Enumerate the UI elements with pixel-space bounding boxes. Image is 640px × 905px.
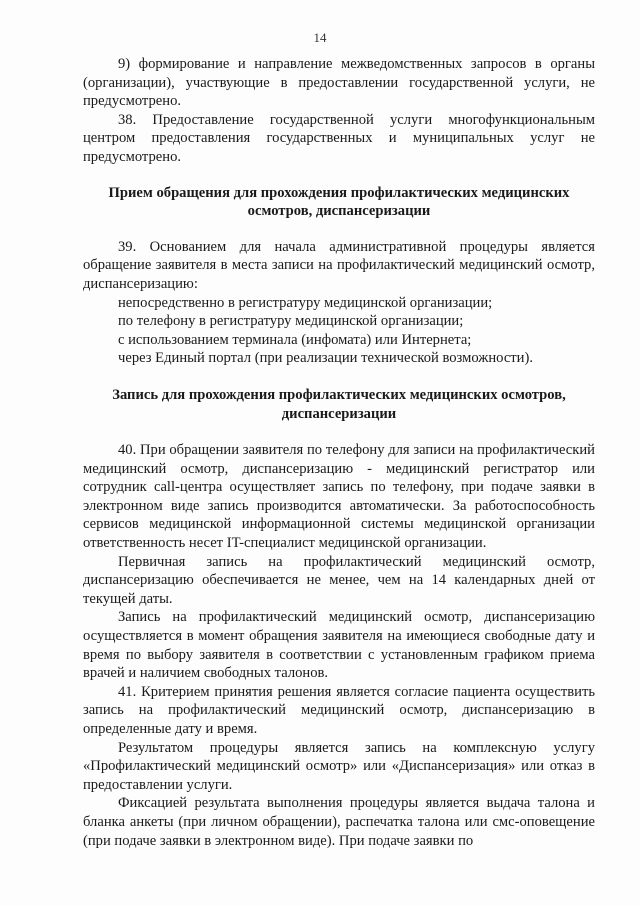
paragraph-40: 40. При обращении заявителя по телефону для записи на профилактический медицинский осмотр, диспансеризацию - медицинский регистратор или сотрудник call-центра осуществляет запись по телефону, при подаче заявки в электронном виде запись производится автоматически. За работоспособность сервисов медицинской информационной системы медицинской организации ответственность несет IT-специалист медицинской организации. xyxy=(83,442,595,552)
list-item-terminal: с использованием терминала (инфомата) или Интернета; xyxy=(118,331,472,348)
paragraph-fixation: Фиксацией результата выполнения процедуры является выдача талона и бланка анкеты (при личном обращении), распечатка талона или смс-оповещение (при подаче заявки в электронном виде). При подаче заявки по xyxy=(83,795,595,849)
document-body xyxy=(83,55,595,850)
list-item-portal: через Единый портал (при реализации технической возможности). xyxy=(118,350,533,367)
list-item-registry: непосредственно в регистратуру медицинской организации; xyxy=(118,294,493,311)
page-number: 14 xyxy=(313,30,327,45)
section-heading-registration: Запись для прохождения профилактических медицинских осмотров, диспансеризации xyxy=(112,386,566,422)
paragraph-record-moment: Запись на профилактический медицинский осмотр, диспансеризацию осуществляется в момент обращения заявителя на имеющиеся свободные дату и время по выбору заявителя в соответствии с установленным графиком приема врачей и наличием свободных талонов. xyxy=(83,609,595,682)
section-heading-reception: Прием обращения для прохождения профилактических медицинских осмотров, диспансеризации xyxy=(108,184,570,220)
paragraph-41: 41. Критерием принятия решения является согласие пациента осуществить запись на профилактический медицинский осмотр, диспансеризацию в определенные дату и время. xyxy=(83,683,595,737)
paragraph-38: 38. Предоставление государственной услуги многофункциональным центром предоставления государственных и муниципальных услуг не предусмотрено. xyxy=(83,111,595,165)
paragraph-item-9: 9) формирование и направление межведомственных запросов в органы (организации), участвующие в предоставлении государственной услуги, не предусмотрено. xyxy=(83,56,595,110)
paragraph-39: 39. Основанием для начала административной процедуры является обращение заявителя в места записи на профилактический медицинский осмотр, диспансеризацию: xyxy=(83,238,595,292)
paragraph-primary-record: Первичная запись на профилактический медицинский осмотр, диспансеризацию обеспечивается не менее, чем на 14 календарных дней от текущей даты. xyxy=(83,553,595,607)
list-item-phone: по телефону в регистратуру медицинской организации; xyxy=(118,313,464,330)
paragraph-result: Результатом процедуры является запись на комплексную услугу «Профилактический медицинский осмотр» или «Диспансеризация» или отказ в предоставлении услуги. xyxy=(83,739,595,793)
